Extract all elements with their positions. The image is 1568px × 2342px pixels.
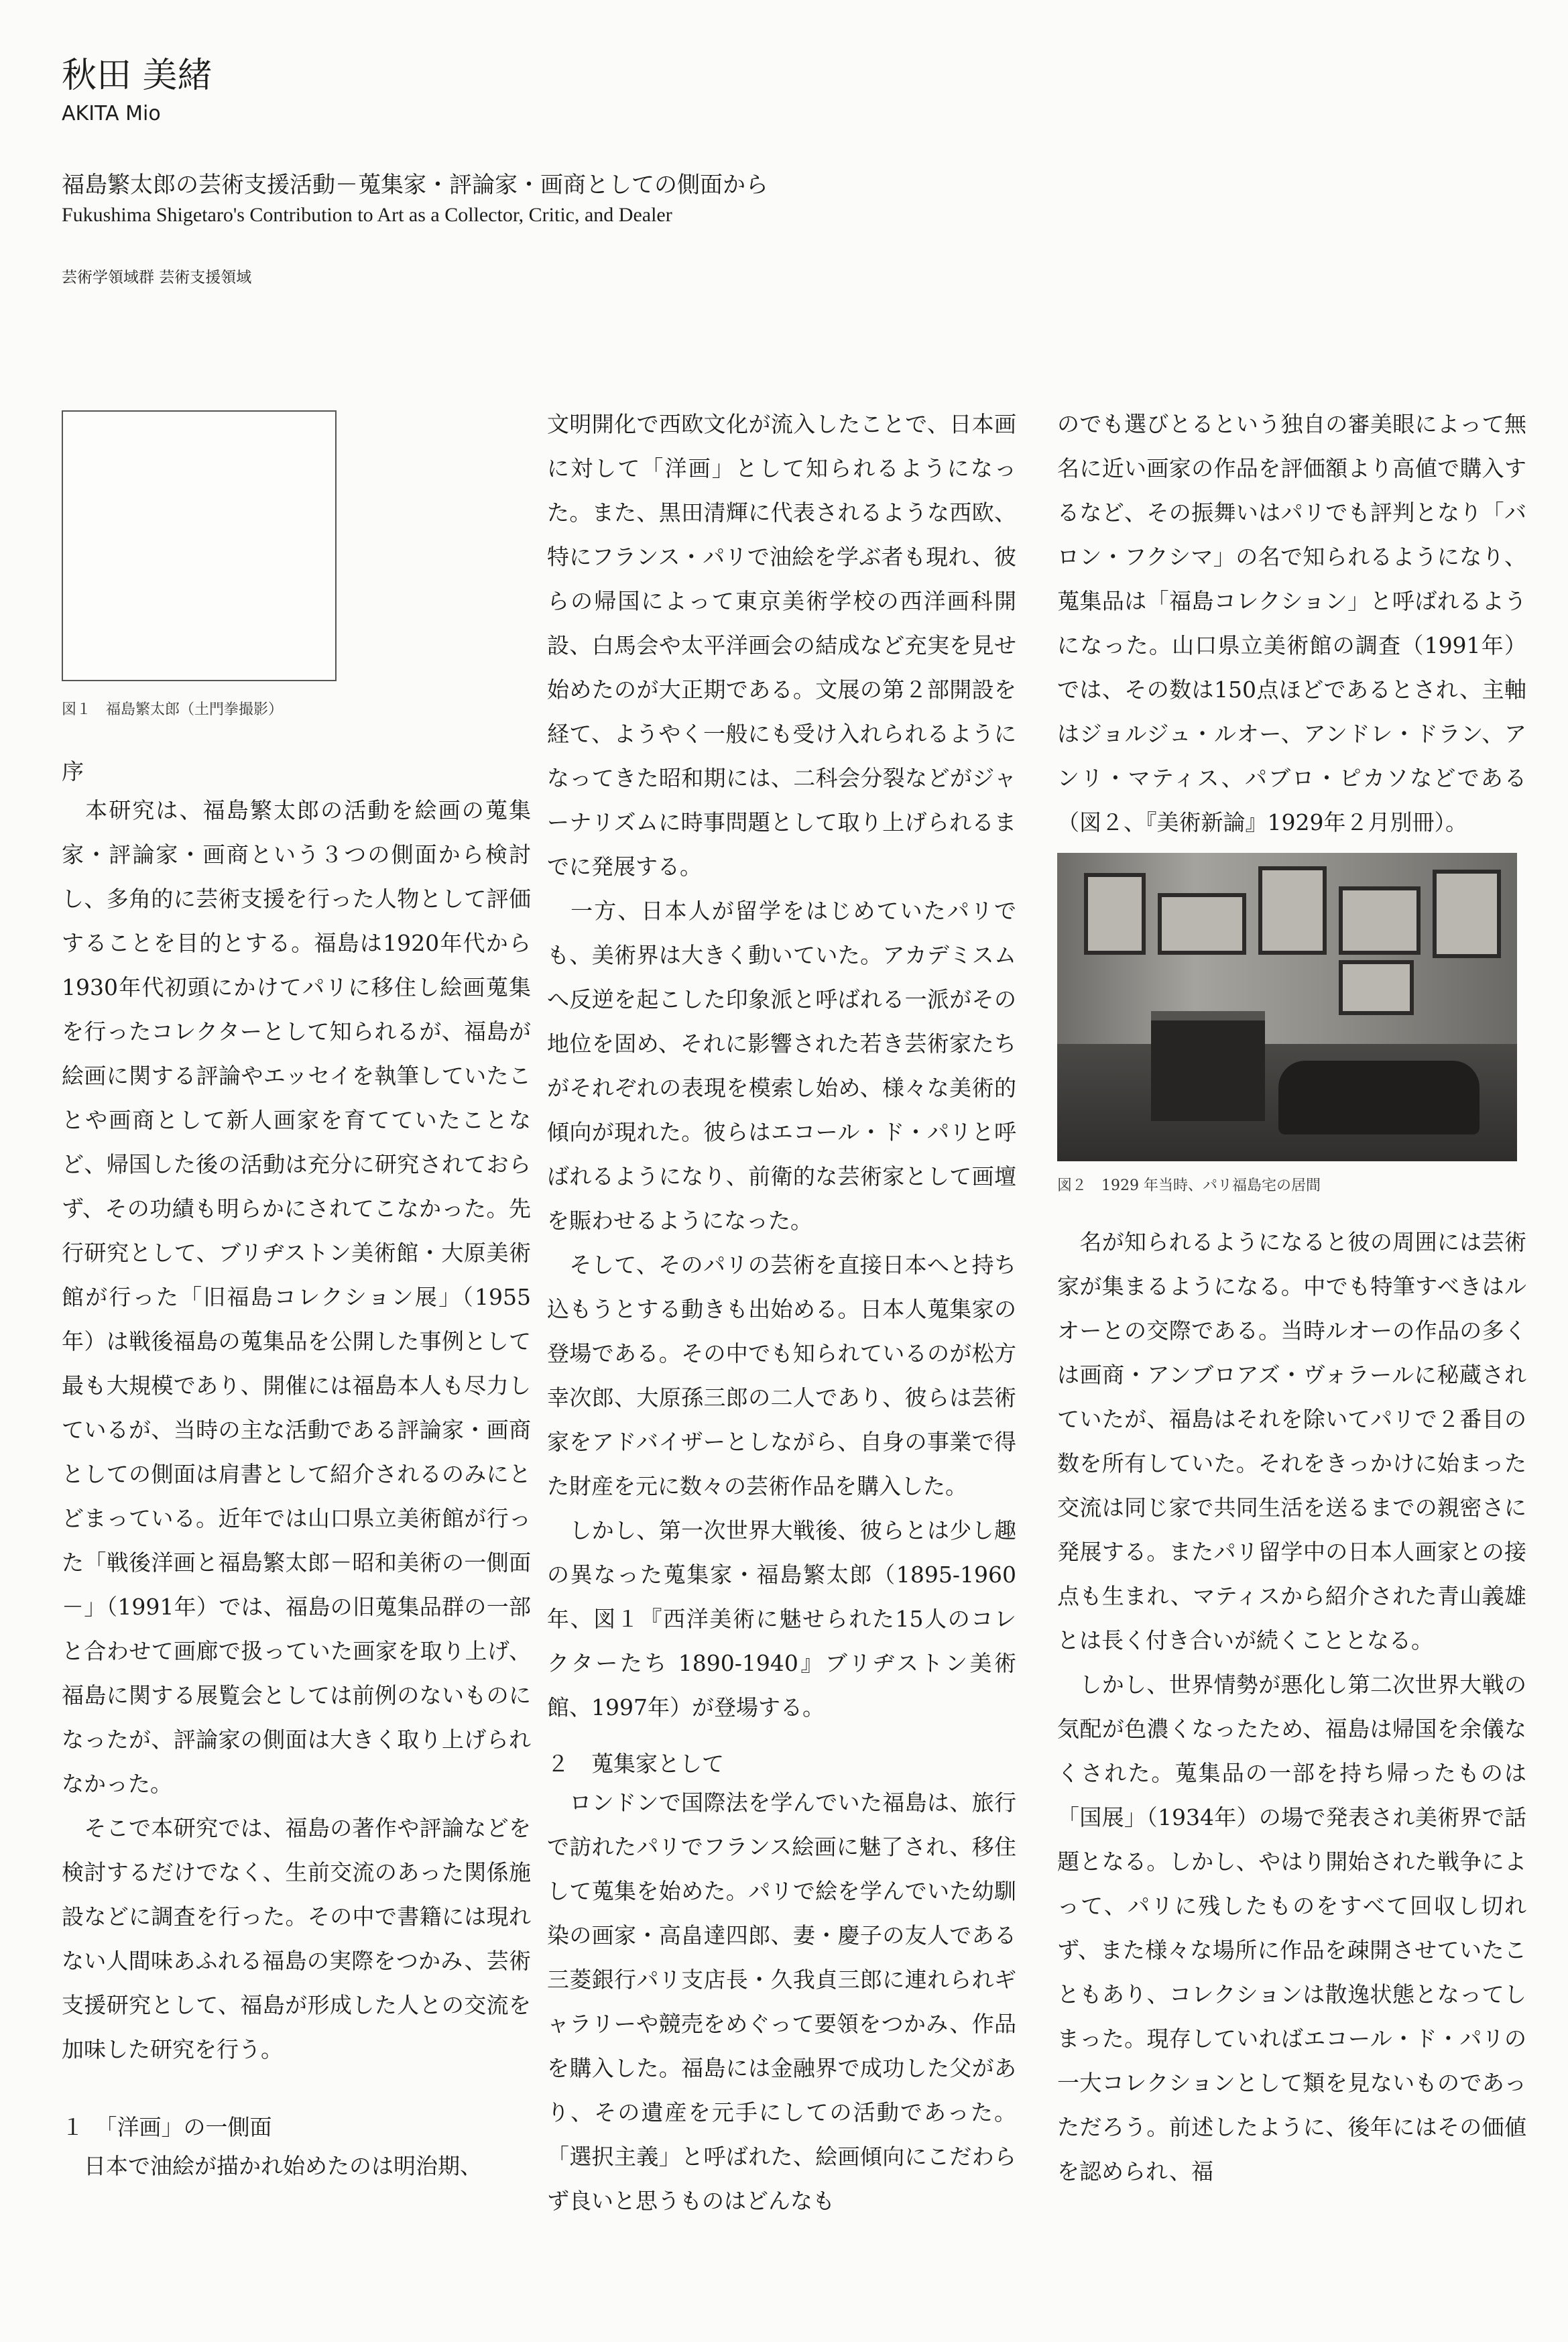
body-paragraph: 一方、日本人が留学をはじめていたパリでも、美術界は大きく動いていた。アカデミスムへ反逆を起こした印象派と呼ばれる一派がその地位を固め、それに影響された若き芸術家たちがそれぞれの表現を模索し始め、様々な美術的傾向が現れた。彼らはエコール・ド・パリと呼ばれるようになり、前衛的な芸術家として画壇を賑わせるようになった。 [547, 898, 1016, 1234]
body-paragraph: そして、そのパリの芸術を直接日本へと持ち込もうとする動きも出始める。日本人蒐集家の登場である。その中でも知られているのが松方幸次郎、大原孫三郎の二人であり、彼らは芸術家をアドバイザーとしながら、自身の事業で得た財産を元に数々の芸術作品を購入した。 [547, 1252, 1016, 1499]
author-name-english: AKITA Mio [62, 102, 161, 125]
photo-painting-frame [1158, 893, 1246, 955]
figure-1-placeholder-image [62, 410, 337, 681]
body-paragraph: 本研究は、福島繁太郎の活動を絵画の蒐集家・評論家・画商という３つの側面から検討し、多角的に芸術支援を行った人物として評価することを目的とする。福島は1920年代から1930年代初頭にかけてパリに移住し絵画蒐集を行ったコレクターとして知られるが、福島が絵画に関する評論やエッセイを執筆していたことや画商として新人画家を育てていたことなど、帰国した後の活動は充分に研究されておらず、その功績も明らかにされてこなかった。先行研究として、ブリヂストン美術館・大原美術館が行った「旧福島コレクション展」（1955年）は戦後福島の蒐集品を公開した事例として最も大規模であり、開催には福島本人も尽力しているが、当時の主な活動である評論家・画商としての側面は肩書として紹介されるのみにとどまっている。近年では山口県立美術館が行った「戦後洋画と福島繁太郎－昭和美術の一側面－」（1991年）では、福島の旧蒐集品群の一部と合わせて画廊で扱っていた画家を取り上げ、福島に関する展覧会としては前例のないものになったが、評論家の側面は大きく取り上げられなかった。 [62, 797, 532, 1797]
photo-painting-frame [1433, 870, 1501, 958]
figure-2-living-room-photo [1057, 853, 1517, 1161]
section-heading-2: ２ 蒐集家として [547, 1751, 724, 1777]
body-paragraph: しかし、世界情勢が悪化し第二次世界大戦の気配が色濃くなったため、福島は帰国を余儀なくされた。蒐集品の一部を持ち帰ったものは「国展」（1934年）の場で発表され美術界で話題となる。しかし、やはり開始された戦争によって、パリに残したものをすべて回収し切れず、また様々な場所に作品を疎開させていたこともあり、コレクションは散逸状態となってしまった。現存していればエコール・ド・パリの一大コレクションとして類を見ないものであっただろう。前述したように、後年にはその価値を認められ、福 [1057, 1672, 1526, 2184]
body-paragraph: のでも選びとるという独自の審美眼によって無名に近い画家の作品を評価額より高値で購入するなど、その振舞いはパリでも評判となり「バロン・フクシマ」の名で知られるようになり、蒐集品は「福島コレクション」と呼ばれるようになった。山口県立美術館の調査（1991年）では、その数は150点ほどであるとされ、主軸はジョルジュ・ルオー、アンドレ・ドラン、アンリ・マティス、パブロ・ピカソなどである（図２、『美術新論』1929年２月別冊）。 [1057, 411, 1526, 835]
photo-painting-frame [1258, 866, 1327, 955]
body-paragraph: 名が知られるようになると彼の周囲には芸術家が集まるようになる。中でも特筆すべきはルオーとの交際である。当時ルオーの作品の多くは画商・アンブロアズ・ヴォラールに秘蔵されていたが、福島はそれを除いてパリで２番目の数を所有していた。それをきっかけに始まった交流は同じ家で共同生活を送るまでの親密さに発展する。またパリ留学中の日本人画家との接点も生まれ、マティスから紹介された青山義雄とは長く付き合いが続くこととなる。 [1057, 1229, 1526, 1653]
photo-painting-frame [1339, 886, 1421, 955]
text-column-1 [62, 402, 531, 2188]
body-paragraph: 文明開化で西欧文化が流入したことで、日本画に対して「洋画」として知られるようになった。また、黒田清輝に代表されるような西欧、特にフランス・パリで油絵を学ぶ者も現れ、彼らの帰国によって東京美術学校の西洋画科開設、白馬会や太平洋画会の結成など充実を見せ始めたのが大正期である。文展の第２部開設を経て、ようやく一般にも受け入れられるようになってきた昭和期には、二科会分裂などがジャーナリズムに時事問題として取り上げられるまでに発展する。 [547, 411, 1016, 880]
article-title-english: Fukushima Shigetaro's Contribution to Art as a Collector, Critic, and Dealer [62, 204, 672, 226]
photo-fireplace [1151, 1011, 1265, 1121]
body-paragraph: ロンドンで国際法を学んでいた福島は、旅行で訪れたパリでフランス絵画に魅了され、移住して蒐集を始めた。パリで絵を学んでいた幼馴染の画家・高畠達四郎、妻・慶子の友人である三菱銀行パリ支店長・久我貞三郎に連れられギャラリーや競売をめぐって要領をつかみ、作品を購入した。福島には金融界で成功した父があり、その遺産を元手にしての活動であった。「選択主義」と呼ばれた、絵画傾向にこだわらず良いと思うものはどんなも [547, 1790, 1016, 2214]
article-title-japanese: 福島繁太郎の芸術支援活動－蒐集家・評論家・画商としての側面から [62, 172, 768, 198]
photo-painting-frame [1339, 960, 1414, 1015]
body-paragraph: そこで本研究では、福島の著作や評論などを検討するだけでなく、生前交流のあった関係施設などに調査を行った。その中で書籍には現れない人間味あふれる福島の実際をつかみ、芸術支援研究として、福島が形成した人との交流を加味した研究を行う。 [62, 1815, 531, 2062]
section-heading-1: １ 「洋画」の一側面 [62, 2114, 272, 2140]
photo-sofa [1278, 1061, 1480, 1134]
department-label: 芸術学領域群 芸術支援領域 [62, 269, 252, 286]
body-paragraph: しかし、第一次世界大戦後、彼らとは少し趣の異なった蒐集家・福島繁太郎（1895-1960年、図１『西洋美術に魅せられた15人のコレクターたち 1890-1940』ブリヂストン美術館、1997年）が登場する。 [547, 1517, 1016, 1720]
photo-painting-frame [1084, 873, 1146, 955]
figure-2-caption: 図２ 1929 年当時、パリ福島宅の居間 [1057, 1177, 1321, 1194]
article-header [62, 54, 1503, 288]
text-column-3 [1057, 402, 1526, 2194]
text-column-2 [547, 402, 1016, 2223]
figure-1-caption: 図１ 福島繁太郎（土門拳撮影） [62, 701, 284, 718]
section-heading-introduction: 序 [62, 758, 84, 784]
body-paragraph: 日本で油絵が描かれ始めたのは明治期、 [62, 2153, 482, 2179]
author-name-japanese: 秋田 美緒 [62, 56, 213, 96]
